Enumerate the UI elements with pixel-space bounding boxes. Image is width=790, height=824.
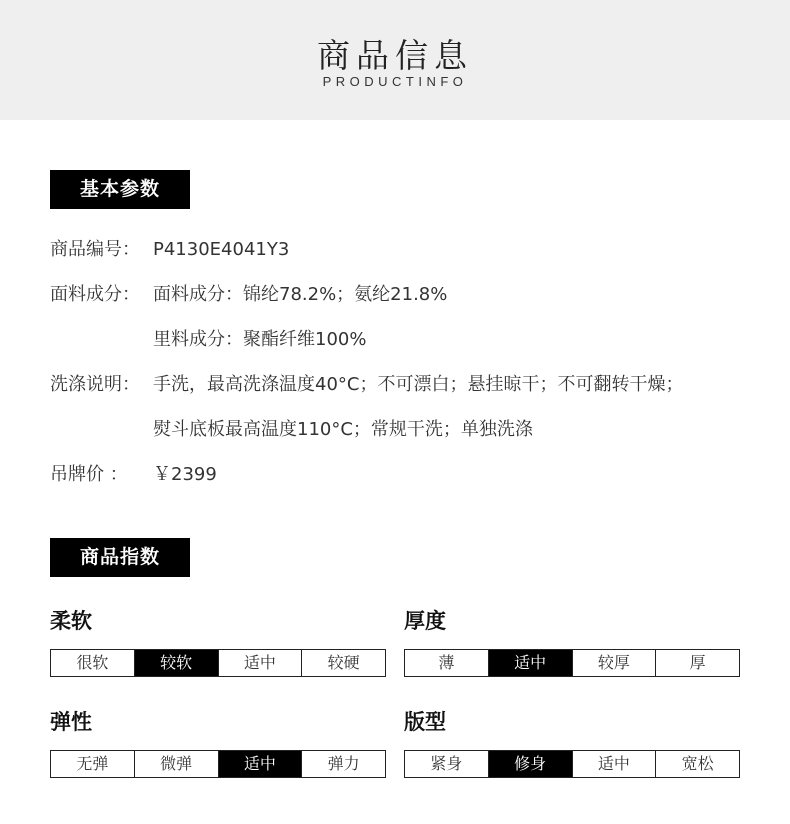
param-value: 熨斗底板最高温度110°C；常规干洗；单独洗涤 xyxy=(153,419,533,440)
scale-option: 紧身 xyxy=(430,754,463,773)
section-tag-basic: 基本参数 xyxy=(50,170,190,209)
param-label: 洗涤说明： xyxy=(50,374,140,395)
scale-option: 适中 xyxy=(218,650,302,676)
index-title-fit: 版型 xyxy=(404,710,446,734)
scale-option: 适中 xyxy=(572,751,656,777)
scale-option: 较硬 xyxy=(301,650,385,676)
scale-option: 厚 xyxy=(655,650,739,676)
scale-option: 薄 xyxy=(438,653,455,672)
scale-option-selected: 较软 xyxy=(134,650,218,676)
section-tag-index: 商品指数 xyxy=(50,538,190,577)
scale-option: 无弹 xyxy=(76,754,109,773)
param-label: 商品编号： xyxy=(50,239,140,260)
scale-option-selected: 适中 xyxy=(218,751,302,777)
page-title: 商品信息 xyxy=(317,36,473,75)
param-value: 手洗，最高洗涤温度40°C；不可漂白；悬挂晾干；不可翻转干燥； xyxy=(153,374,684,395)
param-value: 里料成分：聚酯纤维100% xyxy=(153,329,367,350)
header-banner xyxy=(0,0,790,120)
scale-elasticity xyxy=(50,750,386,778)
page-subtitle: PRODUCTINFO xyxy=(322,74,468,89)
param-label: 面料成分： xyxy=(50,284,140,305)
param-value: ￥2399 xyxy=(153,464,217,485)
scale-thickness xyxy=(404,649,740,677)
scale-option: 微弹 xyxy=(134,751,218,777)
scale-option: 宽松 xyxy=(655,751,739,777)
index-title-thickness: 厚度 xyxy=(404,609,446,633)
scale-option-selected: 适中 xyxy=(488,650,572,676)
scale-option: 弹力 xyxy=(301,751,385,777)
index-title-elasticity: 弹性 xyxy=(50,710,92,734)
param-label: 吊牌价 ： xyxy=(50,464,128,485)
scale-option: 很软 xyxy=(76,653,109,672)
scale-softness xyxy=(50,649,386,677)
scale-fit xyxy=(404,750,740,778)
scale-option-selected: 修身 xyxy=(488,751,572,777)
param-value: 面料成分：锦纶78.2%；氨纶21.8% xyxy=(153,284,448,305)
scale-option: 较厚 xyxy=(572,650,656,676)
param-value: P4130E4041Y3 xyxy=(153,239,290,260)
index-title-softness: 柔软 xyxy=(50,609,92,633)
